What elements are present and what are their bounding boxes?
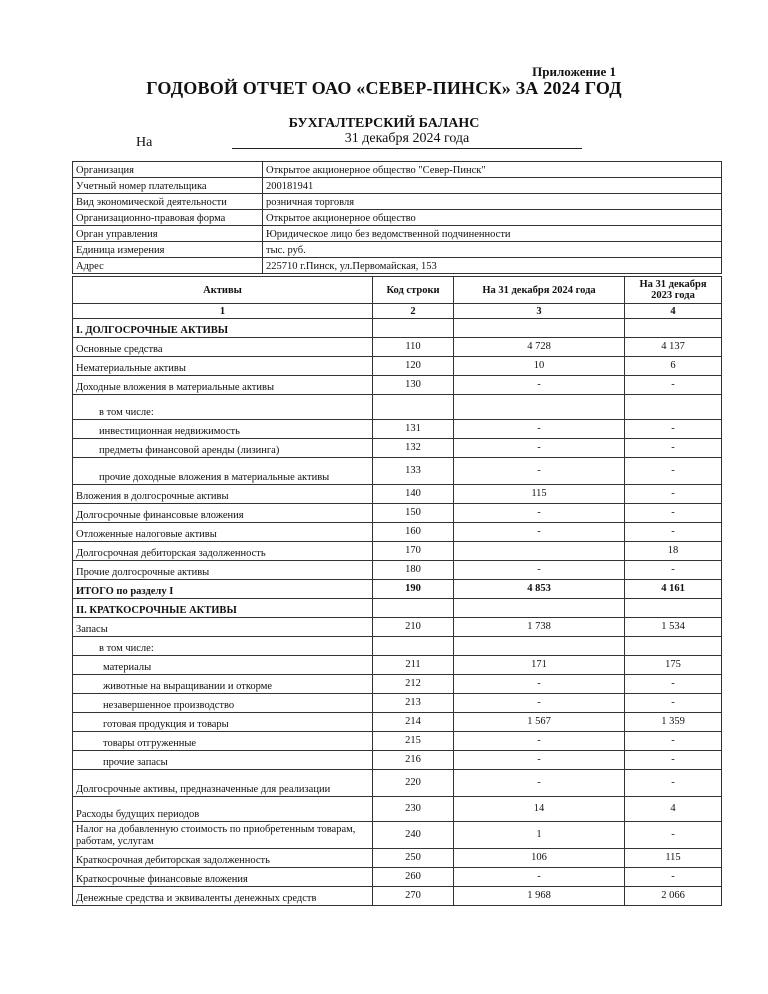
row-name: готовая продукция и товары: [73, 713, 373, 732]
table-row: [73, 732, 722, 751]
row-code: 150: [373, 504, 454, 523]
section-row: [73, 319, 722, 338]
value-2023: -: [625, 868, 722, 887]
balance-table: [72, 276, 722, 906]
value-2023: -: [625, 822, 722, 849]
row-code: 220: [373, 770, 454, 797]
info-label: Учетный номер плательщика: [73, 178, 263, 194]
row-name: Налог на добавленную стоимость по приобретенным товарам, работам, услугам: [73, 822, 373, 849]
table-row: [73, 713, 722, 732]
table-row: [73, 751, 722, 770]
row-name: незавершенное производство: [73, 694, 373, 713]
row-name: Запасы: [73, 618, 373, 637]
column-header-code: Код строки: [373, 277, 454, 304]
value-2024: -: [454, 420, 625, 439]
value-2023: 2 066: [625, 887, 722, 906]
row-code: 212: [373, 675, 454, 694]
table-row: [73, 420, 722, 439]
value-2023: 115: [625, 849, 722, 868]
value-2024: 10: [454, 357, 625, 376]
row-code: 130: [373, 376, 454, 395]
column-number: 2: [373, 304, 454, 319]
value-2024: -: [454, 751, 625, 770]
column-header-2023: На 31 декабря 2023 года: [625, 277, 722, 304]
row-name: Долгосрочные активы, предназначенные для реализации: [73, 770, 373, 797]
value-2023: -: [625, 675, 722, 694]
value-2023: -: [625, 420, 722, 439]
table-row: [73, 561, 722, 580]
column-header-assets: Активы: [73, 277, 373, 304]
value-2024: -: [454, 770, 625, 797]
value-2023: -: [625, 732, 722, 751]
table-row: [73, 542, 722, 561]
value-2023: -: [625, 504, 722, 523]
table-row: [73, 770, 722, 797]
info-value: Юридическое лицо без ведомственной подчиненности: [263, 226, 722, 242]
info-row: [73, 226, 722, 242]
row-name: Краткосрочная дебиторская задолженность: [73, 849, 373, 868]
info-value: Открытое акционерное общество "Север-Пинск": [263, 162, 722, 178]
info-value: розничная торговля: [263, 194, 722, 210]
row-name: ИТОГО по разделу I: [73, 580, 373, 599]
value-2023: 18: [625, 542, 722, 561]
row-name: в том числе:: [73, 637, 373, 656]
row-code: [373, 637, 454, 656]
row-name: инвестиционная недвижимость: [73, 420, 373, 439]
table-row: [73, 849, 722, 868]
row-code: 214: [373, 713, 454, 732]
row-code: 131: [373, 420, 454, 439]
row-name: Долгосрочные финансовые вложения: [73, 504, 373, 523]
value-2024: -: [454, 523, 625, 542]
value-2024: -: [454, 868, 625, 887]
row-code: 213: [373, 694, 454, 713]
section-title: I. ДОЛГОСРОЧНЫЕ АКТИВЫ: [73, 319, 373, 338]
info-label: Единица измерения: [73, 242, 263, 258]
value-2023: 1 359: [625, 713, 722, 732]
value-2023: 4 137: [625, 338, 722, 357]
report-subtitle: БУХГАЛТЕРСКИЙ БАЛАНС: [288, 116, 480, 131]
row-code: 250: [373, 849, 454, 868]
value-2023: 6: [625, 357, 722, 376]
value-2024: -: [454, 376, 625, 395]
row-code: 160: [373, 523, 454, 542]
table-row: [73, 822, 722, 849]
column-number: 3: [454, 304, 625, 319]
row-name: Прочие долгосрочные активы: [73, 561, 373, 580]
row-name: Расходы будущих периодов: [73, 797, 373, 822]
info-value: тыс. руб.: [263, 242, 722, 258]
table-row: [73, 523, 722, 542]
value-2024: 4 728: [454, 338, 625, 357]
info-value: 200181941: [263, 178, 722, 194]
row-name: Доходные вложения в материальные активы: [73, 376, 373, 395]
row-name: предметы финансовой аренды (лизинга): [73, 439, 373, 458]
value-2024: -: [454, 458, 625, 485]
row-name: Долгосрочная дебиторская задолженность: [73, 542, 373, 561]
info-row: [73, 162, 722, 178]
row-code: 120: [373, 357, 454, 376]
info-label: Адрес: [73, 258, 263, 274]
table-row: [73, 395, 722, 420]
value-2023: -: [625, 485, 722, 504]
column-number: 4: [625, 304, 722, 319]
value-2023: 4 161: [625, 580, 722, 599]
column-number: 1: [73, 304, 373, 319]
value-2023: [625, 395, 722, 420]
value-2024: -: [454, 439, 625, 458]
table-row: [73, 797, 722, 822]
value-2023: 4: [625, 797, 722, 822]
row-name: Краткосрочные финансовые вложения: [73, 868, 373, 887]
value-2024: -: [454, 504, 625, 523]
table-row: [73, 504, 722, 523]
value-2023: -: [625, 561, 722, 580]
date-prefix: На: [136, 135, 153, 150]
row-name: материалы: [73, 656, 373, 675]
table-row: [73, 338, 722, 357]
value-2023: 175: [625, 656, 722, 675]
table-row: [73, 458, 722, 485]
value-2023: -: [625, 694, 722, 713]
column-number-row: [73, 304, 722, 319]
value-2023: -: [625, 376, 722, 395]
value-2023: -: [625, 523, 722, 542]
table-row: [73, 376, 722, 395]
table-row: [73, 656, 722, 675]
row-name: прочие запасы: [73, 751, 373, 770]
row-code: 190: [373, 580, 454, 599]
value-2023: -: [625, 458, 722, 485]
info-row: [73, 258, 722, 274]
info-row: [73, 242, 722, 258]
info-value: Открытое акционерное общество: [263, 210, 722, 226]
info-row: [73, 210, 722, 226]
value-2024: -: [454, 732, 625, 751]
value-2024: 106: [454, 849, 625, 868]
value-2024: 1 968: [454, 887, 625, 906]
report-title: ГОДОВОЙ ОТЧЕТ ОАО «СЕВЕР-ПИНСК» ЗА 2024 ГОД: [146, 78, 622, 98]
section-title: II. КРАТКОСРОЧНЫЕ АКТИВЫ: [73, 599, 373, 618]
value-2023: 1 534: [625, 618, 722, 637]
report-date: 31 декабря 2024 года: [232, 131, 582, 149]
value-2024: 4 853: [454, 580, 625, 599]
row-name: прочие доходные вложения в материальные активы: [73, 458, 373, 485]
value-2024: 1: [454, 822, 625, 849]
row-name: товары отгруженные: [73, 732, 373, 751]
table-row: [73, 618, 722, 637]
row-code: 270: [373, 887, 454, 906]
row-name: Нематериальные активы: [73, 357, 373, 376]
header-row: [73, 277, 722, 304]
row-code: 240: [373, 822, 454, 849]
row-code: 210: [373, 618, 454, 637]
table-row: [73, 485, 722, 504]
table-row: [73, 694, 722, 713]
value-2024: -: [454, 694, 625, 713]
info-label: Орган управления: [73, 226, 263, 242]
row-code: 133: [373, 458, 454, 485]
table-row: [73, 868, 722, 887]
info-value: 225710 г.Пинск, ул.Первомайская, 153: [263, 258, 722, 274]
row-name: Отложенные налоговые активы: [73, 523, 373, 542]
value-2024: 1 738: [454, 618, 625, 637]
info-label: Организация: [73, 162, 263, 178]
value-2024: [454, 637, 625, 656]
value-2023: -: [625, 751, 722, 770]
value-2024: 14: [454, 797, 625, 822]
total-row: [73, 580, 722, 599]
row-code: 180: [373, 561, 454, 580]
value-2024: [454, 542, 625, 561]
row-code: 216: [373, 751, 454, 770]
info-label: Организационно-правовая форма: [73, 210, 263, 226]
value-2024: 171: [454, 656, 625, 675]
table-row: [73, 887, 722, 906]
row-name: Вложения в долгосрочные активы: [73, 485, 373, 504]
table-row: [73, 357, 722, 376]
row-code: 211: [373, 656, 454, 675]
info-label: Вид экономической деятельности: [73, 194, 263, 210]
row-code: 140: [373, 485, 454, 504]
value-2024: -: [454, 675, 625, 694]
row-code: 230: [373, 797, 454, 822]
section-row: [73, 599, 722, 618]
table-row: [73, 439, 722, 458]
value-2023: [625, 637, 722, 656]
row-name: Основные средства: [73, 338, 373, 357]
organization-info-table: [72, 161, 722, 274]
info-row: [73, 194, 722, 210]
table-row: [73, 637, 722, 656]
row-name: в том числе:: [73, 395, 373, 420]
value-2023: -: [625, 439, 722, 458]
row-name: животные на выращивании и откорме: [73, 675, 373, 694]
value-2024: 115: [454, 485, 625, 504]
column-header-2024: На 31 декабря 2024 года: [454, 277, 625, 304]
row-code: 215: [373, 732, 454, 751]
value-2024: 1 567: [454, 713, 625, 732]
value-2024: [454, 395, 625, 420]
row-code: [373, 395, 454, 420]
value-2024: -: [454, 561, 625, 580]
info-row: [73, 178, 722, 194]
row-name: Денежные средства и эквиваленты денежных средств: [73, 887, 373, 906]
appendix-label: Приложение 1: [532, 64, 616, 79]
value-2023: -: [625, 770, 722, 797]
row-code: 132: [373, 439, 454, 458]
row-code: 170: [373, 542, 454, 561]
row-code: 260: [373, 868, 454, 887]
row-code: 110: [373, 338, 454, 357]
table-row: [73, 675, 722, 694]
